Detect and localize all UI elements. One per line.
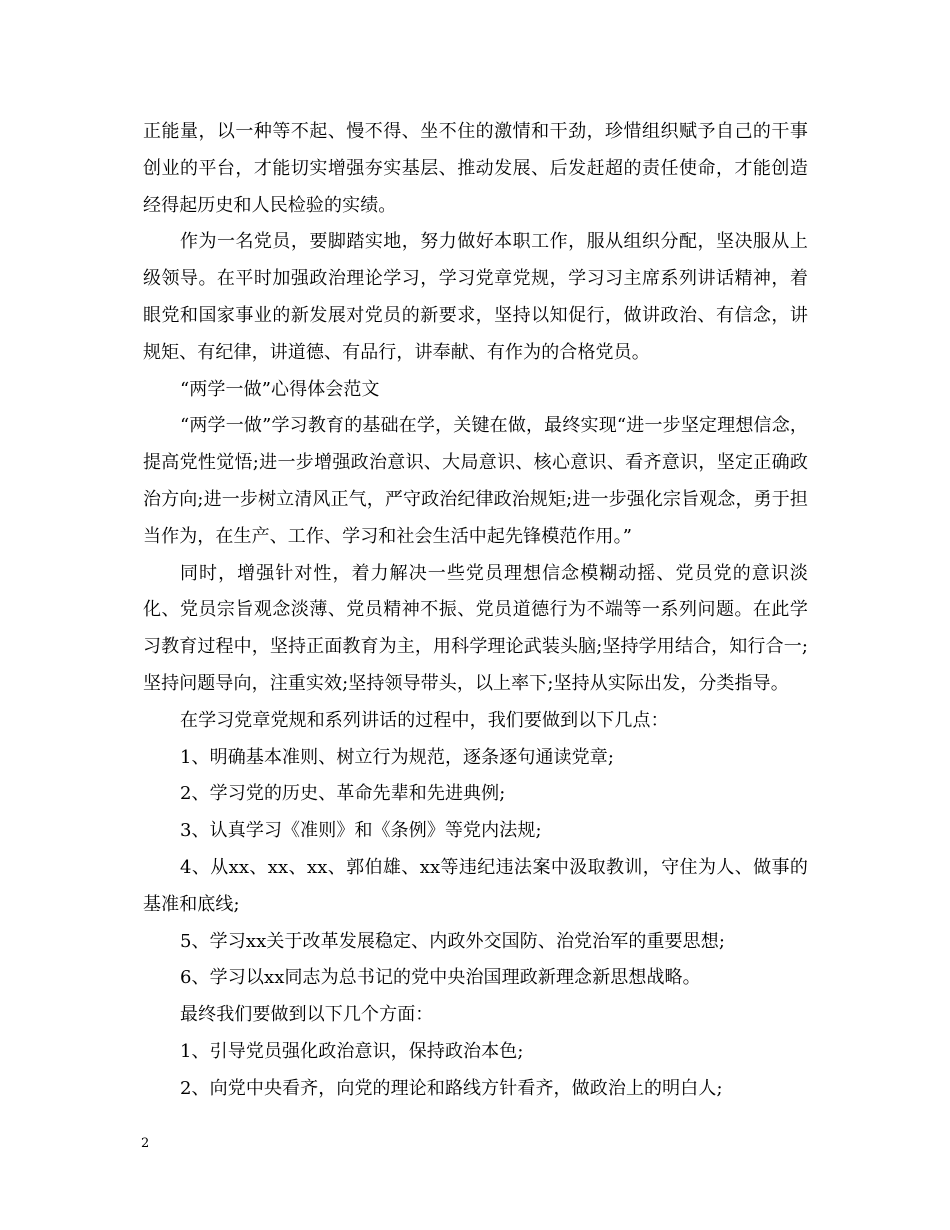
paragraph: “两学一做”学习教育的基础在学，关键在做，最终实现“进一步坚定理想信念，提高党性觉悟;进一步增强政治意识、大局意识、核心意识、看齐意识，坚定正确政治方向;进一步树立清风正气，严守政治纪律政治规矩;进一步强化宗旨观念，勇于担当作为，在生产、工作、学习和社会生活中起先锋模范作用。” [143,415,808,547]
paragraph: 作为一名党员，要脚踏实地，努力做好本职工作，服从组织分配，坚决服从上级领导。在平时加强政治理论学习，学习党章党规，学习习主席系列讲话精神，着眼党和国家事业的新发展对党员的新要求，坚持以知促行，做讲政治、有信念，讲规矩、有纪律，讲道德、有品行，讲奉献、有作为的合格党员。 [143,231,808,363]
paragraph: 在学习党章党规和系列讲话的过程中，我们要做到以下几点： [180,709,669,731]
section-heading: “两学一做”心得体会范文 [180,378,380,400]
list-item: 1、引导党员强化政治意识，保持政治本色; [180,1040,524,1062]
paragraph: 最终我们要做到以下几个方面： [180,1004,434,1026]
list-item: 3、认真学习《准则》和《条例》等党内法规; [180,820,542,842]
list-item: 1、明确基本准则、树立行为规范，逐条逐句通读党章; [180,746,615,768]
list-item: 6、学习以xx同志为总书记的党中央治国理政新理念新思想战略。 [180,967,701,989]
paragraph: 正能量，以一种等不起、慢不得、坐不住的激情和干劲，珍惜组织赋予自己的干事创业的平台，才能切实增强夯实基层、推动发展、后发赶超的责任使命，才能创造经得起历史和人民检验的实绩。 [143,121,808,216]
page-number: 2 [141,1136,150,1151]
list-item: 2、向党中央看齐，向党的理论和路线方针看齐，做政治上的明白人; [180,1077,723,1099]
list-item: 4、从xx、xx、xx、郭伯雄、xx等违纪违法案中汲取教训，守住为人、做事的基准和底线; [143,856,808,915]
list-item: 5、学习xx关于改革发展稳定、内政外交国防、治党治军的重要思想; [180,930,726,952]
paragraph: 同时，增强针对性，着力解决一些党员理想信念模糊动摇、党员党的意识淡化、党员宗旨观念淡薄、党员精神不振、党员道德行为不端等一系列问题。在此学习教育过程中，坚持正面教育为主，用科学理论武装头脑;坚持学用结合，知行合一;坚持问题导向，注重实效;坚持领导带头，以上率下;坚持从实际出发，分类指导。 [143,562,808,694]
list-item: 2、学习党的历史、革命先辈和先进典例; [180,783,506,805]
document-body [143,114,808,1108]
